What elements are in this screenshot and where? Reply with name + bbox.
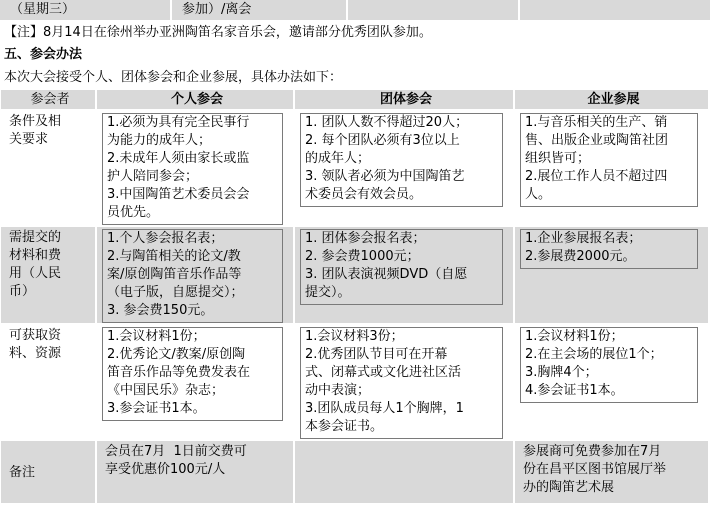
cell-line: 1. 团体参会报名表； — [305, 231, 426, 246]
cell-group — [295, 227, 515, 325]
cell-group — [295, 325, 515, 441]
cell-line: 2.与陶笛相关的论文/教 — [107, 249, 241, 264]
cell-line: 3.团队成员每人1个胸牌，1 — [305, 401, 464, 416]
cell-line: 3. 领队者必须为中国陶笛艺 — [305, 169, 465, 184]
cell-line: 组织皆可； — [525, 151, 591, 166]
cell-exhibitor — [515, 325, 710, 441]
cell-line: 动中表演； — [305, 383, 371, 398]
cell-line: 4.参会证书1本。 — [525, 383, 624, 398]
cell-exhibitor — [515, 227, 710, 325]
cell-line: 3.参会证书1本。 — [107, 401, 206, 416]
row-label-line: 可获取资 — [9, 328, 62, 343]
cell-line: 1. 团队人数不得超过20人； — [305, 115, 469, 130]
cell-line: 1.个人参会报名表； — [107, 231, 224, 246]
header-exhibitor: 企业参展 — [515, 90, 710, 111]
cell-line: 1.与音乐相关的生产、销 — [525, 115, 668, 130]
schedule-cell — [520, 0, 712, 20]
cell-line: 护人陪同参会； — [107, 169, 199, 184]
row-label-line: 料、资源 — [9, 346, 62, 361]
cell-individual — [97, 111, 295, 227]
cell-line: 1.必须为具有完全民事行 — [107, 115, 250, 130]
cell-line: 售、出版企业或陶笛社团 — [525, 133, 669, 148]
row-label-line: 关要求 — [9, 132, 49, 147]
table-row — [1, 325, 710, 441]
table-row — [1, 227, 710, 325]
cell-line: 1.会议材料3份； — [305, 329, 404, 344]
header-participant: 参会者 — [1, 90, 97, 111]
cell-line: （电子版，自愿提交）； — [107, 285, 244, 300]
cell-line: 3.中国陶笛艺术委员会会 — [107, 187, 250, 202]
note-text: 【注】8月14日在徐州举办亚洲陶笛名家音乐会，邀请部分优秀团队参加。 — [4, 25, 432, 40]
cell-individual — [97, 441, 295, 505]
cell-line: 式、闭幕式或文化进社区活 — [305, 365, 462, 380]
cell-individual — [97, 227, 295, 325]
cell-line: 《中国民乐》杂志； — [107, 383, 225, 398]
cell-line: 为能力的成年人； — [107, 133, 212, 148]
header-group: 团体参会 — [295, 90, 515, 111]
cell-group — [295, 441, 515, 505]
row-label-line: 币） — [9, 284, 36, 299]
cell-line: 本参会证书。 — [305, 419, 384, 434]
schedule-cell: （星期三） — [0, 0, 172, 20]
schedule-row-fragment — [0, 0, 712, 22]
cell-line: 2.参展费2000元。 — [525, 249, 636, 264]
table-row — [1, 441, 710, 505]
participation-table — [1, 90, 710, 505]
cell-line: 2. 参会费1000元； — [305, 249, 420, 264]
cell-exhibitor — [515, 111, 710, 227]
cell-line: 3. 参会费150元。 — [107, 303, 214, 318]
row-label — [1, 325, 97, 441]
row-label — [1, 441, 97, 505]
cell-line: 2. 每个团队必须有3位以上 — [305, 133, 460, 148]
row-label-line: 材料和费 — [9, 248, 62, 263]
cell-line: 办的陶笛艺术展 — [523, 480, 615, 495]
table-header-row — [1, 90, 710, 111]
cell-line: 2.优秀论文/教案/原创陶 — [107, 347, 246, 362]
row-label — [1, 111, 97, 227]
section-title: 五、参会办法 — [4, 47, 83, 62]
cell-line: 笛音乐作品等免费发表在 — [107, 365, 251, 380]
row-label-line: 备注 — [9, 465, 36, 480]
table-row — [1, 111, 710, 227]
schedule-cell: 参加）/离会 — [172, 0, 348, 20]
cell-line: 3. 团队表演视频DVD（自愿 — [305, 267, 468, 282]
cell-line: 3.胸牌4个； — [525, 365, 598, 380]
cell-group — [295, 111, 515, 227]
row-label — [1, 227, 97, 325]
cell-line: 术委员会有效会员。 — [305, 187, 423, 202]
cell-line: 员优先。 — [107, 205, 160, 220]
cell-line: 2.展位工作人员不超过四 — [525, 169, 668, 184]
cell-line: 2.未成年人须由家长或监 — [107, 151, 250, 166]
cell-line: 2.在主会场的展位1个； — [525, 347, 663, 362]
schedule-cell — [348, 0, 520, 20]
cell-line: 提交）。 — [305, 285, 351, 300]
cell-line: 参展商可免费参加在7月 — [523, 444, 662, 459]
intro-text: 本次大会接受个人、团体参会和企业参展，具体办法如下： — [4, 70, 343, 85]
row-label-line: 需提交的 — [9, 230, 62, 245]
cell-line: 1.企业参展报名表； — [525, 231, 642, 246]
cell-line: 1.会议材料1份； — [107, 329, 206, 344]
cell-line: 份在昌平区图书馆展厅举 — [523, 462, 667, 477]
row-label-line: 用（人民 — [9, 266, 62, 281]
cell-individual — [97, 325, 295, 441]
cell-line: 享受优惠价100元/人 — [105, 462, 226, 477]
header-individual: 个人参会 — [97, 90, 295, 111]
row-label-line: 条件及相 — [9, 114, 62, 129]
cell-line: 的成年人； — [305, 151, 371, 166]
cell-line: 1.会议材料1份； — [525, 329, 624, 344]
cell-line: 案/原创陶笛音乐作品等 — [107, 267, 242, 282]
cell-exhibitor — [515, 441, 710, 505]
cell-line: 会员在7月 1日前交费可 — [105, 444, 247, 459]
cell-line: 人。 — [525, 187, 552, 202]
cell-line: 2.优秀团队节目可在开幕 — [305, 347, 448, 362]
